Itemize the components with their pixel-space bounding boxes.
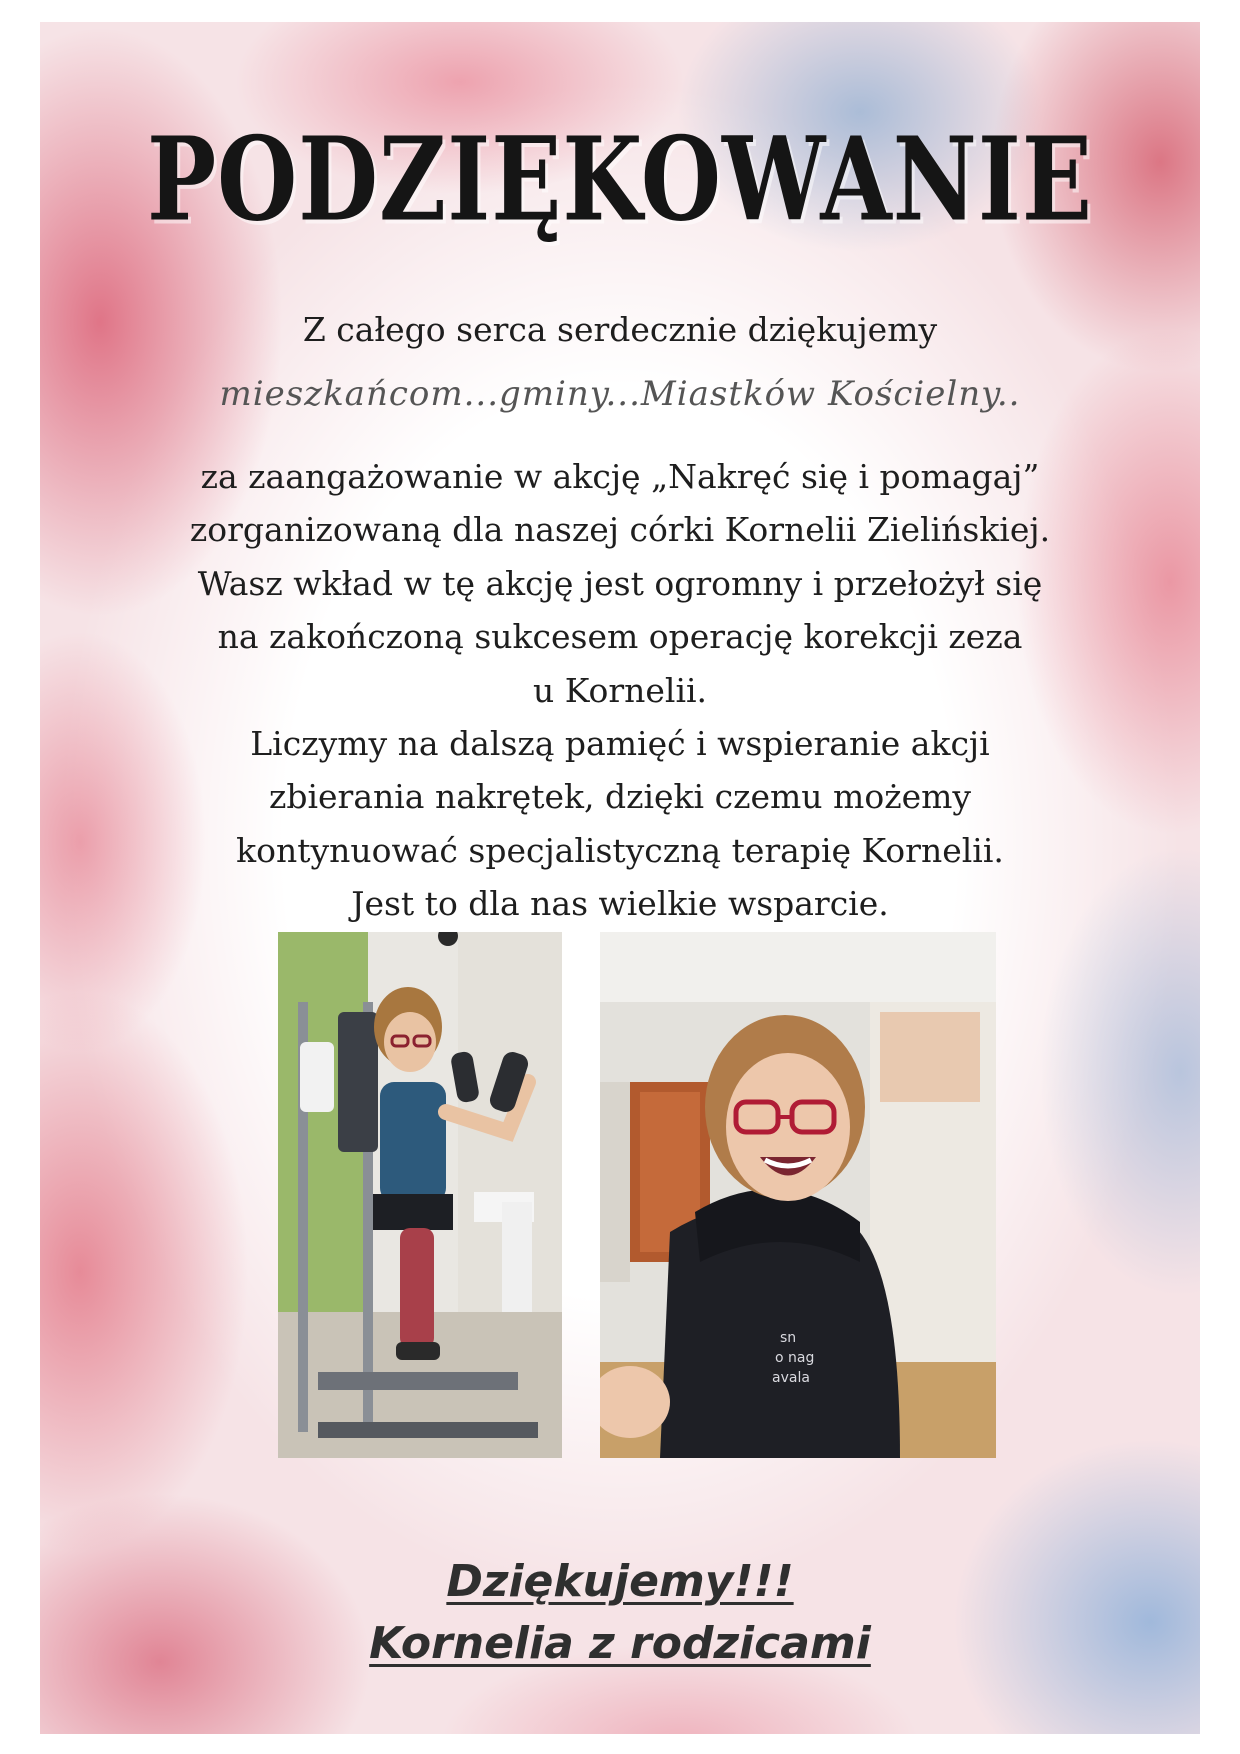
body-line: kontynuować specjalistyczną terapię Kornelii. xyxy=(236,830,1004,870)
body-line: na zakończoną sukcesem operację korekcji zeza xyxy=(217,617,1023,657)
body-line: Liczymy na dalszą pamięć i wspieranie akcji xyxy=(250,724,990,764)
svg-text:avala: avala xyxy=(772,1370,810,1386)
photo-therapy-equipment xyxy=(278,932,562,1458)
body-line: zbierania nakrętek, dzięki czemu możemy xyxy=(268,777,972,817)
body-line: u Kornelii. xyxy=(532,670,708,710)
body-line: zorganizowaną dla naszej córki Kornelii Zielińskiej. xyxy=(189,510,1051,550)
body-line: Wasz wkład w tę akcję jest ogromny i przełożył się xyxy=(197,563,1043,603)
body-line: Jest to dla nas wielkie wsparcie. xyxy=(351,884,889,924)
svg-text:o nag: o nag xyxy=(775,1350,815,1366)
svg-text:sn: sn xyxy=(780,1330,797,1346)
page-title: PODZIĘKOWANIE xyxy=(146,112,1094,247)
closing-signature: Kornelia z rodzicami xyxy=(369,1618,871,1669)
photo-smiling-girl xyxy=(600,932,996,1458)
body-line: za zaangażowanie w akcję „Nakręć się i pomagaj” xyxy=(200,457,1040,496)
letter-body xyxy=(40,450,1200,931)
thank-you-letter xyxy=(40,22,1200,1734)
handwritten-recipient: mieszkańcom...gminy...Miastków Kościelny.. xyxy=(219,374,1021,414)
intro-line: Z całego serca serdecznie dziękujemy xyxy=(302,310,938,349)
closing-thanks: Dziękujemy!!! xyxy=(446,1556,794,1607)
